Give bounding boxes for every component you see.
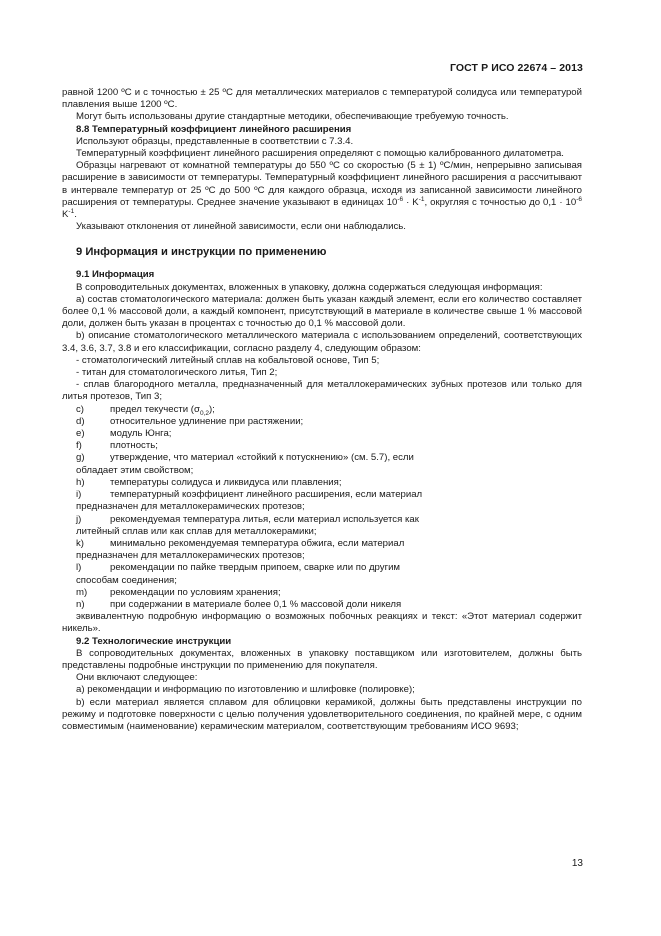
section-heading-9-1: 9.1 Информация	[76, 269, 155, 281]
paragraph: Температурный коэффициент линейного расширения определяют с помощью калиброванного дилатометра.	[76, 148, 564, 160]
paragraph: В сопроводительных документах, вложенных в упаковку поставщиком или изготовителем, должны быть представлены подробные инструкции по применению для покупателя.	[62, 647, 582, 671]
list-item-h: h) температуры солидуса и ликвидуса или плавления;	[76, 476, 342, 488]
paragraph: Указывают отклонения от линейной зависимости, если они наблюдались.	[76, 221, 406, 233]
dash-item: - стоматологический литейный сплав на кобальтовой основе, Тип 5;	[76, 354, 380, 366]
list-item-l: l) рекомендации по пайке твердым припоем, сварке или по другим	[76, 562, 401, 574]
list-item-g: g) утверждение, что материал «стойкий к потускнению» (см. 5.7), если	[76, 452, 414, 464]
list-item-j: j) рекомендуемая температура литья, если материал используется как	[76, 513, 419, 525]
list-item-i: i) температурный коэффициент линейного расширения, если материал	[76, 489, 423, 501]
list-item-a: а) рекомендации и информацию по изготовлению и шлифовке (полировке);	[76, 684, 415, 696]
paragraph-expansion-rate: Образцы нагревают от комнатной температуры до 550 ºС со скоростью (5 ± 1) ºС/мин, непрерывно записывая расширение в зависимости от температуры. Температурный коэффициент линейного расширения α рассчитывают в интервале температур от 25 ºС до 500 ºС для каждого образца, исходя из записанной зависимости линейного расширения от температуры. Среднее значение указывают в единицах $10^{-6} \cdot K^{-1}$, округляя с точностью до $0,1 \cdot 10^{-6}$ $K^{-1}$.	[62, 160, 582, 221]
list-item-n: n) при содержании в материале более 0,1 % массовой доли никеля	[76, 598, 402, 610]
paragraph: Они включают следующее:	[76, 672, 198, 684]
section-heading-8-8: 8.8 Температурный коэффициент линейного расширения	[76, 123, 352, 135]
list-item-k-continued: предназначен для металлокерамических протезов;	[76, 550, 305, 562]
list-item-c: с) предел текучести $(\sigma_{0,2})$;	[76, 403, 215, 417]
list-item-n-continued: эквивалентную подробную информацию о возможных побочных реакциях и текст: «Этот материал содержит никель».	[62, 611, 582, 635]
list-item-b: b) если материал является сплавом для облицовки керамикой, должны быть представлены инструкции по режиму и подготовке поверхности с целью получения удовлетворительного соединения, по крайней мере, с одним совместимым (наименование) керамическим материалом, соответствующим требованиям ИСО 9693;	[62, 696, 582, 732]
list-item-j-continued: литейный сплав или как сплав для металлокерамики;	[76, 525, 317, 537]
document-body	[62, 87, 582, 733]
dash-item: - сплав благородного металла, предназначенный для металлокерамических зубных протезов или только для литья протезов, Тип 3;	[62, 379, 582, 403]
list-item-f: f) плотность;	[76, 440, 158, 452]
list-item-e: e) модуль Юнга;	[76, 428, 172, 440]
dash-item: - титан для стоматологического литья, Тип 2;	[76, 367, 278, 379]
paragraph: В сопроводительных документах, вложенных в упаковку, должна содержаться следующая информация:	[76, 281, 543, 293]
page-number: 13	[571, 858, 583, 869]
list-item-l-continued: способам соединения;	[76, 574, 177, 586]
list-item-d: d) относительное удлинение при растяжении;	[76, 415, 304, 427]
list-item-m: m) рекомендации по условиям хранения;	[76, 586, 281, 598]
list-item-i-continued: предназначен для металлокерамических протезов;	[76, 501, 305, 513]
section-heading-9: 9 Информация и инструкции по применению	[76, 246, 327, 259]
list-item-b: b) описание стоматологического металлического материала с использованием определений, соответствующих 3.4, 3.6, 3.7, 3.8 и его классификации, согласно разделу 4, следующим образом:	[62, 330, 582, 354]
list-item-g-continued: обладает этим свойством;	[76, 464, 194, 476]
paragraph: равной 1200 ºС и с точностью ± 25 ºС для металлических материалов с температурой солидуса или температурой плавления выше 1200 ºС.	[62, 87, 582, 111]
section-heading-9-2: 9.2 Технологические инструкции	[76, 635, 232, 647]
paragraph: Могут быть использованы другие стандартные методики, обеспечивающие требуемую точность.	[76, 111, 509, 123]
list-item-k: k) минимально рекомендуемая температура обжига, если материал	[76, 537, 405, 549]
paragraph: Используют образцы, представленные в соответствии с 7.3.4.	[76, 135, 354, 147]
list-item-a: а) состав стоматологического материала: должен быть указан каждый элемент, если его количество составляет более 0,1 % массовой доли, а каждый компонент, присутствующий в материале в количестве свыше 1 % массовой доли, должен быть указан в процентах с точностью до 0,1 % массовой доли.	[62, 293, 582, 330]
document-header: ГОСТ Р ИСО 22674 – 2013	[449, 62, 583, 74]
